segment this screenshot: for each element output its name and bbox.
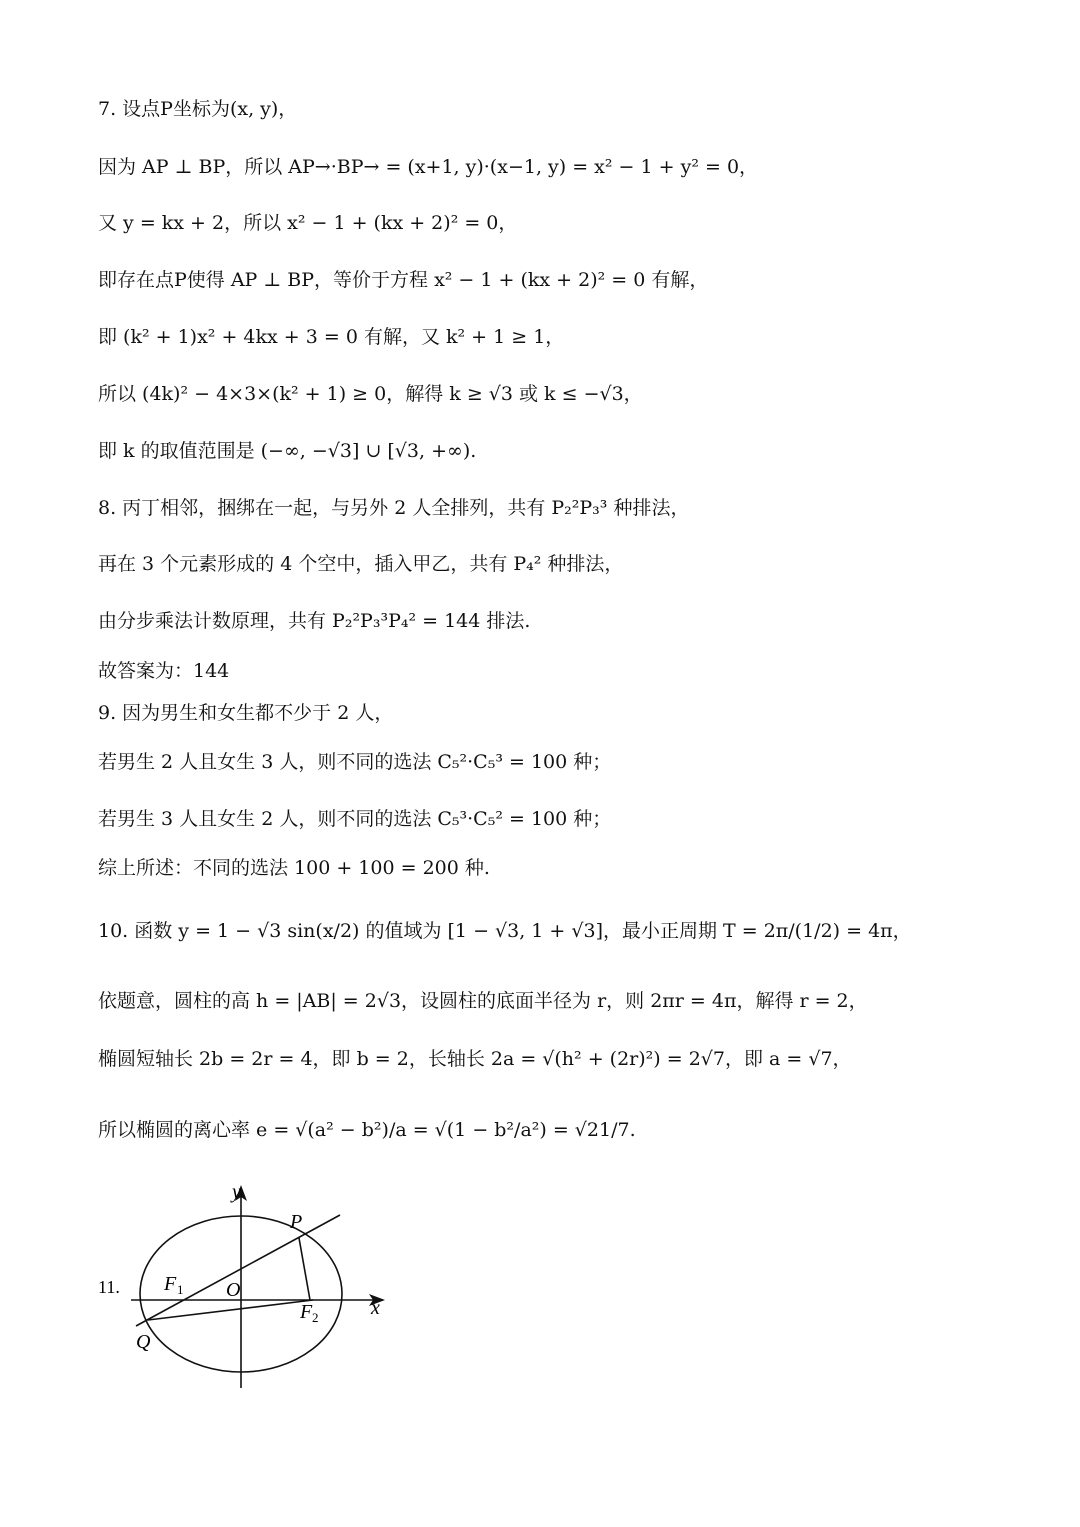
label-O: O <box>226 1279 241 1301</box>
label-x: x <box>371 1297 380 1319</box>
line-2: 因为 AP ⊥ BP，所以 AP→·BP→ = (x+1, y)·(x−1, y) = x² − 1 + y² = 0， <box>98 156 759 178</box>
line-13: 若男生 2 人且女生 3 人，则不同的选法 C₅²·C₅³ = 100 种； <box>98 751 612 773</box>
label-y: y <box>232 1181 241 1203</box>
line-18: 椭圆短轴长 2b = 2r = 4，即 b = 2，长轴长 2a = √(h² + (2r)²) = 2√7，即 a = √7， <box>98 1048 852 1070</box>
line-19: 所以椭圆的离心率 e = √(a² − b²)/a = √(1 − b²/a²) = √21/7. <box>98 1119 636 1141</box>
label-F1: F <box>164 1273 177 1295</box>
label-P: P <box>290 1211 303 1233</box>
line-10: 由分步乘法计数原理，共有 P₂²P₃³P₄² = 144 排法. <box>98 610 531 632</box>
line-7: 即 k 的取值范围是 (−∞, −√3] ∪ [√3, +∞). <box>98 440 477 462</box>
line-11: 故答案为：144 <box>98 660 230 682</box>
line-8: 8. 丙丁相邻，捆绑在一起，与另外 2 人全排列，共有 P₂²P₃³ 种排法， <box>98 497 690 519</box>
figure-number: 11. <box>98 1277 120 1297</box>
line-3: 又 y = kx + 2，所以 x² − 1 + (kx + 2)² = 0， <box>98 212 518 234</box>
ellipse-diagram <box>98 1180 418 1400</box>
label-F2: F <box>300 1301 313 1323</box>
line-9: 再在 3 个元素形成的 4 个空中，插入甲乙，共有 P₄² 种排法， <box>98 553 624 575</box>
line-15: 综上所述：不同的选法 100 + 100 = 200 种. <box>98 857 490 879</box>
label-Q: Q <box>136 1331 151 1353</box>
segment-QF2 <box>148 1300 313 1320</box>
segment-PF2 <box>299 1238 310 1300</box>
line-4: 即存在点P使得 AP ⊥ BP，等价于方程 x² − 1 + (kx + 2)² = 0 有解， <box>98 269 709 291</box>
line-6: 所以 (4k)² − 4×3×(k² + 1) ≥ 0，解得 k ≥ √3 或 k ≤ −√3， <box>98 383 643 405</box>
line-17: 依题意，圆柱的高 h = |AB| = 2√3，设圆柱的底面半径为 r，则 2πr = 4π，解得 r = 2， <box>98 990 868 1012</box>
label-F2-sub: 2 <box>312 1310 319 1325</box>
line-5: 即 (k² + 1)x² + 4kx + 3 = 0 有解，又 k² + 1 ≥ 1， <box>98 326 565 348</box>
ellipse-figure <box>98 1180 418 1404</box>
line-12: 9. 因为男生和女生都不少于 2 人， <box>98 702 394 724</box>
line-1: 7. 设点P坐标为(x, y)， <box>98 98 298 120</box>
label-F1-sub: 1 <box>177 1282 184 1297</box>
line-14: 若男生 3 人且女生 2 人，则不同的选法 C₅³·C₅² = 100 种； <box>98 808 612 830</box>
line-16: 10. 函数 y = 1 − √3 sin(x/2) 的值域为 [1 − √3, 1 + √3]，最小正周期 T = 2π/(1/2) = 4π， <box>98 920 912 942</box>
